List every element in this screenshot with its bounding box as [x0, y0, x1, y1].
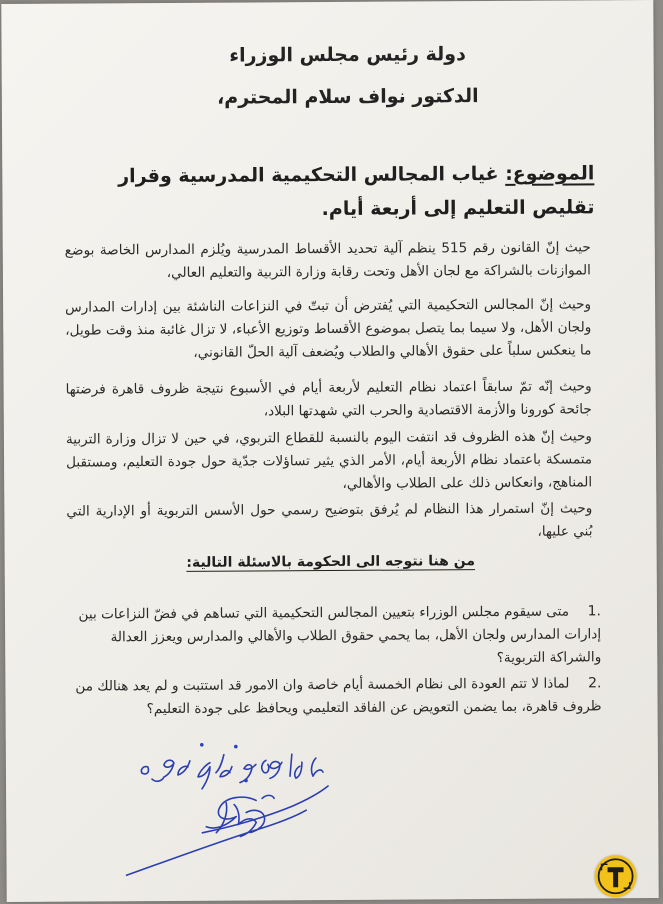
question-text: لماذا لا تتم العودة الى نظام الخمسة أيام خاصة وان الامور قد استتبت و لم يعد هنالك من ظروف قاهرة، بما يضمن التعويض عن الفاقد التعليمي ويحافظ على جودة التعليم؟ [75, 675, 602, 718]
paragraph: وحيث إنّ استمرار هذا النظام لم يُرفق بتوضيح رسمي حول الأسس التربوية أو الإدارية التي بُني عليها، [66, 500, 593, 540]
question-number: 1. [587, 603, 602, 620]
watermark-logo [594, 855, 636, 897]
subject-label: الموضوع: [505, 162, 595, 185]
paragraph: وحيث إنّه تمّ سابقاً اعتماد نظام التعليم لأربعة أيام في الأسبوع نتيجة ظروف قاهرة فرضتها جائحة كورونا والأزمة الاقتصادية والحرب التي شهدتها البلاد، [65, 378, 592, 420]
paragraph: حيث إنّ القانون رقم 515 ينظم آلية تحديد الأقساط المدرسية ويُلزم المدارس الخاصة بوضع الموازنات بالشراكة مع لجان الأهل وتحت رقابة وزارة التربية والتعليم العالي، [64, 239, 591, 281]
subject-line [60, 156, 594, 227]
question-item [71, 600, 601, 672]
question-item [71, 672, 601, 721]
questions-heading [5, 552, 657, 572]
handwritten-signature [106, 732, 347, 883]
recipient-title: دولة رئيس مجلس الوزراء [229, 43, 466, 67]
paragraph: وحيث إنّ هذه الظروف قد انتفت اليوم بالنسبة للقطاع التربوي، في حين لا تزال وزارة التربية متمسكة باعتماد نظام الأربعة أيام، الأمر الذي يثير تساؤلات جدّية حول جودة التعليم، ومستقبل المناهج، وانعكاس ذلك على الطلاب والأهالي، [65, 428, 593, 492]
paragraph: وحيث إنّ المجالس التحكيمية التي يُفترض أن تبتّ في النزاعات الناشئة بين إدارات المدارس ولجان الأهل، ولا سيما بما يتصل بموضوع الأقساط وتوزيع الأعباء، لا تزال غائبة منذ وقت طويل، ما ينعكس سلباً على حقوق الأهالي والطلاب ويُضعف آلية الحلّ القانوني، [65, 296, 592, 361]
subject-text: غياب المجالس التحكيمية المدرسية وقرار تقليص التعليم إلى أربعة أيام. [118, 162, 595, 221]
letter-page [1, 0, 658, 902]
recipient-name: الدكتور نواف سلام المحترم، [216, 85, 479, 109]
letter-content [1, 0, 658, 902]
questions-heading-text: من هنا نتوجه الى الحكومة بالاسئلة التالية: [186, 553, 476, 571]
question-number: 2. [588, 675, 602, 692]
question-text: متى سيقوم مجلس الوزراء بتعيين المجالس التحكيمية التي تساهم في فضّ النزاعات بين إدارات المدارس ولجان الأهل، بما يحمي حقوق الطلاب والأهالي والمدارس ويعزز العدالة والشراكة التربوية؟ [78, 603, 602, 666]
